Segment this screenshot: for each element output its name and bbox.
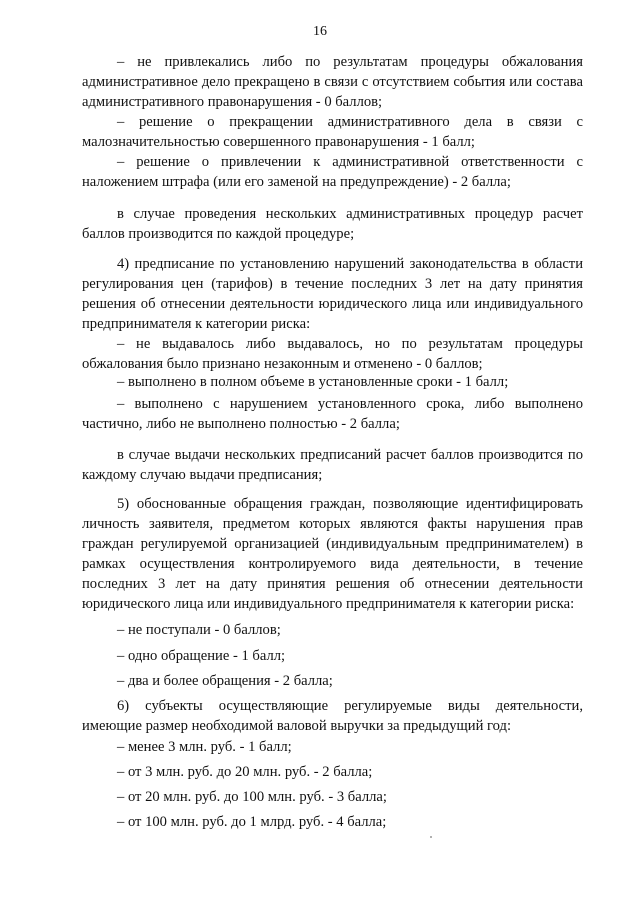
scan-speck — [430, 836, 432, 838]
paragraph-item-4: 4) предписание по установлению нарушений законодательства в области регулирования цен (тарифов) в течение последних 3 лет на дату принятия решения об отнесении деятельности юридического лица или индивидуального предпринимателя к категории риска: — [82, 256, 583, 332]
list-item-revenue-under-3m: – менее 3 млн. руб. - 1 балл; — [117, 739, 292, 755]
list-item-no-complaints: – не поступали - 0 баллов; — [117, 622, 281, 638]
paragraph-order-none: – не выдавалось либо выдавалось, но по результатам процедуры обжалования было признано незаконным и отменено - 0 баллов; — [82, 336, 583, 372]
paragraph-admin-case-fine: – решение о привлечении к административной ответственности с наложением штрафа (или его заменой на предупреждение) - 2 балла; — [82, 154, 583, 190]
page-number: 16 — [313, 24, 327, 39]
list-item-revenue-3m-20m: – от 3 млн. руб. до 20 млн. руб. - 2 балла; — [117, 764, 373, 780]
list-item-two-complaints: – два и более обращения - 2 балла; — [117, 673, 333, 689]
paragraph-admin-case-minor: – решение о прекращении административного дела в связи с малозначительностью совершенного правонарушения - 1 балл; — [82, 114, 583, 150]
list-item-one-complaint: – одно обращение - 1 балл; — [117, 648, 286, 664]
paragraph-multiple-orders: в случае выдачи нескольких предписаний расчет баллов производится по каждому случаю выдачи предписания; — [82, 447, 583, 483]
paragraph-multiple-procedures: в случае проведения нескольких административных процедур расчет баллов производится по каждой процедуре; — [82, 206, 583, 242]
paragraph-order-violated: – выполнено с нарушением установленного срока, либо выполнено частично, либо не выполнено полностью - 2 балла; — [82, 396, 583, 432]
paragraph-item-6: 6) субъекты осуществляющие регулируемые виды деятельности, имеющие размер необходимой валовой выручки за предыдущий год: — [82, 698, 583, 734]
paragraph-item-5: 5) обоснованные обращения граждан, позволяющие идентифицировать личность заявителя, предметом которых являются факты нарушения прав граждан регулируемой организацией (индивидуальным предпринимателем) в рамках осуществления контролируемого вида деятельности, в течение последних 3 лет на дату принятия решения об отнесении деятельности юридического лица или индивидуального предпринимателя к категории риска: — [82, 496, 583, 612]
paragraph-admin-case-none: – не привлекались либо по результатам процедуры обжалования административное дело прекращено в связи с отсутствием события или состава административного правонарушения - 0 баллов; — [82, 54, 583, 110]
paragraph-order-fulfilled: – выполнено в полном объеме в установленные сроки - 1 балл; — [117, 374, 509, 390]
list-item-revenue-100m-1b: – от 100 млн. руб. до 1 млрд. руб. - 4 балла; — [117, 814, 387, 830]
list-item-revenue-20m-100m: – от 20 млн. руб. до 100 млн. руб. - 3 балла; — [117, 789, 387, 805]
